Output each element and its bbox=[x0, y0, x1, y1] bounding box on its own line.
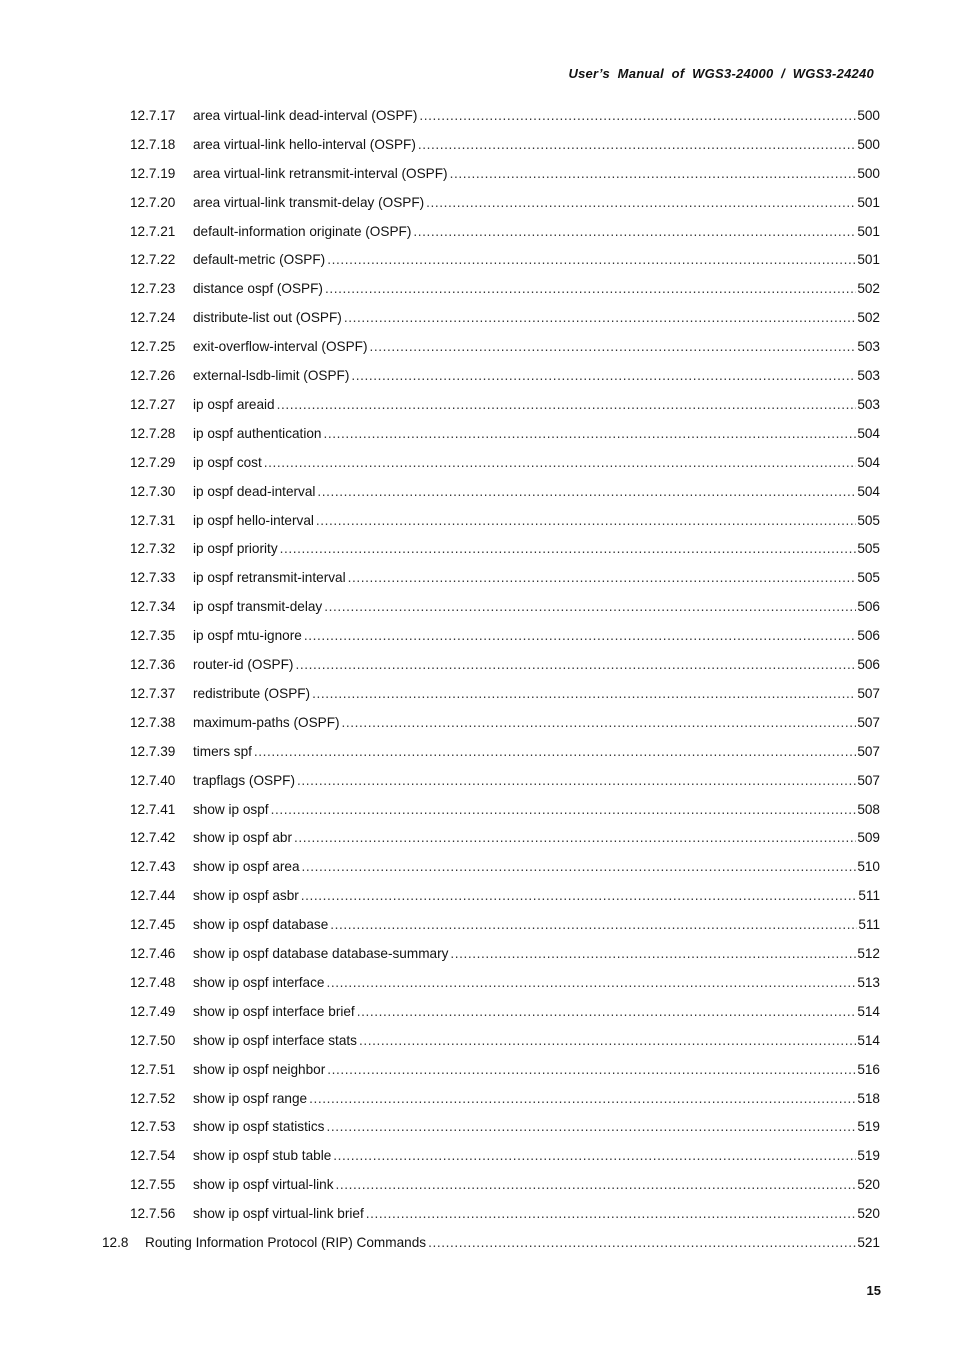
dot-leader bbox=[418, 137, 856, 152]
dot-leader bbox=[426, 195, 856, 210]
toc-entry-line bbox=[193, 1091, 880, 1106]
toc-entry-line bbox=[193, 975, 880, 990]
dot-leader bbox=[348, 570, 857, 585]
toc-entry-page: 501 bbox=[857, 194, 880, 210]
toc-entry-line bbox=[193, 1119, 880, 1134]
toc-entry[interactable] bbox=[0, 910, 954, 939]
toc-entry-title: show ip ospf stub table bbox=[193, 1148, 332, 1164]
toc-entry-page: 520 bbox=[857, 1206, 880, 1222]
toc-entry-number: 12.7.35 bbox=[130, 628, 176, 644]
toc-entry[interactable] bbox=[0, 1055, 954, 1084]
toc-entry-number: 12.7.30 bbox=[130, 483, 176, 499]
toc-entry[interactable] bbox=[0, 881, 954, 910]
toc-entry-number: 12.7.51 bbox=[130, 1061, 176, 1077]
toc-entry-page: 500 bbox=[857, 107, 880, 123]
toc-entry-line bbox=[193, 137, 880, 152]
dot-leader bbox=[304, 628, 857, 643]
toc-entry-number: 12.7.40 bbox=[130, 772, 176, 788]
toc-entry[interactable] bbox=[0, 563, 954, 592]
toc-entry-line bbox=[193, 368, 880, 383]
toc-entry-page: 503 bbox=[857, 339, 880, 355]
toc-entry[interactable] bbox=[0, 506, 954, 535]
toc-entry-number: 12.8 bbox=[102, 1235, 129, 1251]
toc-entry-number: 12.7.19 bbox=[130, 165, 176, 181]
dot-leader bbox=[326, 975, 856, 990]
dot-leader bbox=[323, 426, 856, 441]
dot-leader bbox=[295, 657, 856, 672]
page-number: 15 bbox=[866, 1283, 881, 1298]
toc-entry-line bbox=[193, 830, 880, 845]
dot-leader bbox=[450, 166, 857, 181]
toc-entry-line bbox=[145, 1235, 880, 1250]
toc-entry-page: 507 bbox=[857, 714, 880, 730]
toc-entry-line bbox=[193, 339, 880, 354]
dot-leader bbox=[325, 281, 856, 296]
toc-entry-page: 505 bbox=[857, 541, 880, 557]
toc-entry[interactable] bbox=[0, 708, 954, 737]
toc-entry-title: ip ospf priority bbox=[193, 541, 278, 557]
toc-entry[interactable] bbox=[0, 477, 954, 506]
toc-entry-number: 12.7.39 bbox=[130, 743, 176, 759]
toc-entry-page: 501 bbox=[857, 252, 880, 268]
toc-entry[interactable] bbox=[0, 795, 954, 824]
toc-entry-line bbox=[193, 773, 880, 788]
toc-entry-line bbox=[193, 513, 880, 528]
toc-entry-page: 503 bbox=[857, 368, 880, 384]
toc-entry[interactable] bbox=[0, 217, 954, 246]
toc-entry-line bbox=[193, 686, 880, 701]
toc-entry-line bbox=[193, 397, 880, 412]
toc-entry-number: 12.7.29 bbox=[130, 454, 176, 470]
toc-entry-title: show ip ospf bbox=[193, 801, 269, 817]
dot-leader bbox=[326, 1119, 856, 1134]
toc-entry-page: 506 bbox=[857, 657, 880, 673]
toc-entry-title: show ip ospf interface bbox=[193, 974, 325, 990]
dot-leader bbox=[351, 368, 856, 383]
toc-entry-title: ip ospf areaid bbox=[193, 396, 275, 412]
dot-leader bbox=[336, 1177, 857, 1192]
toc-entry-page: 500 bbox=[857, 136, 880, 152]
toc-entry-page: 507 bbox=[857, 685, 880, 701]
toc-entry-title: area virtual-link retransmit-interval (OSPF) bbox=[193, 165, 448, 181]
toc-entry[interactable] bbox=[0, 650, 954, 679]
toc-entry-line bbox=[193, 426, 880, 441]
toc-entry-number: 12.7.45 bbox=[130, 917, 176, 933]
toc-entry-number: 12.7.38 bbox=[130, 714, 176, 730]
toc-entry[interactable] bbox=[0, 621, 954, 650]
toc-entry-page: 501 bbox=[857, 223, 880, 239]
toc-entry-number: 12.7.53 bbox=[130, 1119, 176, 1135]
toc-entry-number: 12.7.18 bbox=[130, 136, 176, 152]
toc-entry-line bbox=[193, 281, 880, 296]
toc-entry-line bbox=[193, 917, 880, 932]
dot-leader bbox=[344, 310, 856, 325]
toc-entry-line bbox=[193, 541, 880, 556]
dot-leader bbox=[277, 397, 857, 412]
toc-entry-page: 519 bbox=[857, 1148, 880, 1164]
toc-entry-title: show ip ospf area bbox=[193, 859, 300, 875]
toc-entry-number: 12.7.49 bbox=[130, 1003, 176, 1019]
toc-entry-title: distribute-list out (OSPF) bbox=[193, 310, 342, 326]
toc-entry[interactable] bbox=[0, 852, 954, 881]
toc-entry-number: 12.7.41 bbox=[130, 801, 176, 817]
toc-entry-title: external-lsdb-limit (OSPF) bbox=[193, 368, 350, 384]
dot-leader bbox=[271, 802, 857, 817]
toc-entry[interactable] bbox=[0, 592, 954, 621]
toc-entry-page: 506 bbox=[857, 628, 880, 644]
dot-leader bbox=[264, 455, 857, 470]
dot-leader bbox=[419, 108, 856, 123]
dot-leader bbox=[294, 830, 856, 845]
toc-entry-page: 508 bbox=[857, 801, 880, 817]
toc-entry-title: ip ospf transmit-delay bbox=[193, 599, 323, 615]
toc-entry[interactable] bbox=[0, 332, 954, 361]
toc-entry-title: default-metric (OSPF) bbox=[193, 252, 326, 268]
toc-entry-number: 12.7.34 bbox=[130, 599, 176, 615]
toc-entry-title: show ip ospf database bbox=[193, 917, 329, 933]
toc-entry-number: 12.7.25 bbox=[130, 339, 176, 355]
toc-entry-line bbox=[193, 455, 880, 470]
toc-entry-number: 12.7.20 bbox=[130, 194, 176, 210]
toc-entry-number: 12.7.22 bbox=[130, 252, 176, 268]
toc-entry-title: trapflags (OSPF) bbox=[193, 772, 295, 788]
dot-leader bbox=[254, 744, 856, 759]
toc-entry[interactable] bbox=[0, 1113, 954, 1142]
dot-leader bbox=[301, 888, 858, 903]
toc-entry-number: 12.7.23 bbox=[130, 281, 176, 297]
toc-entry-title: show ip ospf neighbor bbox=[193, 1061, 326, 1077]
toc-entry-number: 12.7.55 bbox=[130, 1177, 176, 1193]
dot-leader bbox=[312, 686, 856, 701]
toc-entry-title: show ip ospf statistics bbox=[193, 1119, 325, 1135]
toc-entry-number: 12.7.24 bbox=[130, 310, 176, 326]
toc-entry-page: 516 bbox=[857, 1061, 880, 1077]
dot-leader bbox=[324, 599, 856, 614]
toc-entry-page: 520 bbox=[857, 1177, 880, 1193]
toc-entry-title: ip ospf authentication bbox=[193, 425, 322, 441]
toc-entry-number: 12.7.36 bbox=[130, 657, 176, 673]
toc-entry[interactable] bbox=[0, 997, 954, 1026]
toc-entry-title: show ip ospf abr bbox=[193, 830, 292, 846]
dot-leader bbox=[302, 859, 857, 874]
toc-entry[interactable] bbox=[0, 159, 954, 188]
toc-entry-page: 518 bbox=[857, 1090, 880, 1106]
toc-entry-number: 12.7.52 bbox=[130, 1090, 176, 1106]
toc-entry-title: area virtual-link transmit-delay (OSPF) bbox=[193, 194, 425, 210]
dot-leader bbox=[333, 1148, 856, 1163]
toc-entry-title: Routing Information Protocol (RIP) Commands bbox=[145, 1235, 427, 1251]
dot-leader bbox=[330, 917, 857, 932]
toc-entry-page: 502 bbox=[857, 281, 880, 297]
toc-entry-page: 502 bbox=[857, 310, 880, 326]
toc-entry-number: 12.7.44 bbox=[130, 888, 176, 904]
toc-entry[interactable] bbox=[0, 535, 954, 564]
toc-entry-number: 12.7.33 bbox=[130, 570, 176, 586]
toc-entry-title: show ip ospf range bbox=[193, 1090, 308, 1106]
toc-entry[interactable] bbox=[0, 1170, 954, 1199]
dot-leader bbox=[309, 1091, 856, 1106]
toc-entry-page: 510 bbox=[857, 859, 880, 875]
toc-entry-page: 521 bbox=[857, 1235, 880, 1251]
dot-leader bbox=[280, 541, 857, 556]
toc-entry-line bbox=[193, 1033, 880, 1048]
toc-entry-title: show ip ospf database database-summary bbox=[193, 946, 449, 962]
toc-entry-line bbox=[193, 1062, 880, 1077]
toc-entry-line bbox=[193, 1177, 880, 1192]
toc-entry-page: 503 bbox=[857, 396, 880, 412]
toc-entry-line bbox=[193, 252, 880, 267]
toc-entry-line bbox=[193, 310, 880, 325]
toc-entry-page: 511 bbox=[858, 917, 880, 933]
toc-entry[interactable] bbox=[0, 737, 954, 766]
toc-entry-line bbox=[193, 859, 880, 874]
toc-entry-line bbox=[193, 166, 880, 181]
toc-entry-number: 12.7.43 bbox=[130, 859, 176, 875]
toc-entry-page: 506 bbox=[857, 599, 880, 615]
toc-entry-title: router-id (OSPF) bbox=[193, 657, 294, 673]
toc-entry-page: 505 bbox=[857, 512, 880, 528]
toc-entry-page: 511 bbox=[858, 888, 880, 904]
toc-entry-title: ip ospf retransmit-interval bbox=[193, 570, 346, 586]
toc-entry-title: default-information originate (OSPF) bbox=[193, 223, 412, 239]
toc-entry-title: area virtual-link hello-interval (OSPF) bbox=[193, 136, 416, 152]
toc-entry-number: 12.7.37 bbox=[130, 685, 176, 701]
toc-entry-title: ip ospf mtu-ignore bbox=[193, 628, 302, 644]
toc-entry[interactable] bbox=[0, 130, 954, 159]
dot-leader bbox=[413, 224, 856, 239]
toc-entry-line bbox=[193, 599, 880, 614]
toc-entry-line bbox=[193, 484, 880, 499]
toc-entry-title: show ip ospf virtual-link bbox=[193, 1177, 334, 1193]
toc-entry[interactable] bbox=[0, 101, 954, 130]
dot-leader bbox=[370, 339, 857, 354]
toc-entry-page: 507 bbox=[857, 743, 880, 759]
toc-entry-line bbox=[193, 657, 880, 672]
toc-entry[interactable] bbox=[0, 390, 954, 419]
toc-entry-page: 513 bbox=[857, 974, 880, 990]
dot-leader bbox=[450, 946, 856, 961]
toc-entry[interactable] bbox=[0, 1228, 954, 1257]
toc-entry-line bbox=[193, 628, 880, 643]
toc-entry-page: 505 bbox=[857, 570, 880, 586]
toc-entry[interactable] bbox=[0, 939, 954, 968]
toc-entry-title: distance ospf (OSPF) bbox=[193, 281, 323, 297]
toc-entry[interactable] bbox=[0, 766, 954, 795]
toc-entry[interactable] bbox=[0, 303, 954, 332]
toc-entry-title: ip ospf hello-interval bbox=[193, 512, 314, 528]
toc-entry-title: show ip ospf asbr bbox=[193, 888, 299, 904]
dot-leader bbox=[357, 1004, 857, 1019]
dot-leader bbox=[317, 484, 856, 499]
toc-entry-number: 12.7.21 bbox=[130, 223, 176, 239]
toc-entry-page: 504 bbox=[857, 483, 880, 499]
toc-entry-line bbox=[193, 744, 880, 759]
dot-leader bbox=[327, 252, 856, 267]
toc-entry[interactable] bbox=[0, 679, 954, 708]
toc-entry-title: exit-overflow-interval (OSPF) bbox=[193, 339, 368, 355]
toc-entry-page: 504 bbox=[857, 454, 880, 470]
toc-entry[interactable] bbox=[0, 1084, 954, 1113]
toc-entry-page: 507 bbox=[857, 772, 880, 788]
toc-entry-number: 12.7.50 bbox=[130, 1032, 176, 1048]
toc-entry-line bbox=[193, 1148, 880, 1163]
toc-entry-title: show ip ospf interface brief bbox=[193, 1003, 355, 1019]
toc-entry-title: ip ospf cost bbox=[193, 454, 262, 470]
dot-leader bbox=[342, 715, 857, 730]
toc-entry-number: 12.7.27 bbox=[130, 396, 176, 412]
toc-entry-page: 514 bbox=[857, 1003, 880, 1019]
toc-entry-number: 12.7.28 bbox=[130, 425, 176, 441]
toc-entry-title: show ip ospf interface stats bbox=[193, 1032, 357, 1048]
toc-entry-title: redistribute (OSPF) bbox=[193, 685, 311, 701]
toc-entry[interactable] bbox=[0, 1199, 954, 1228]
dot-leader bbox=[316, 513, 856, 528]
toc-entry-number: 12.7.42 bbox=[130, 830, 176, 846]
toc-entry[interactable] bbox=[0, 246, 954, 275]
dot-leader bbox=[359, 1033, 856, 1048]
toc-entry-page: 512 bbox=[857, 946, 880, 962]
toc-entry-number: 12.7.17 bbox=[130, 107, 176, 123]
running-header: User’s Manual of WGS3-24000 / WGS3-24240 bbox=[568, 66, 874, 81]
toc-entry-title: maximum-paths (OSPF) bbox=[193, 714, 340, 730]
toc-entry-title: area virtual-link dead-interval (OSPF) bbox=[193, 107, 418, 123]
toc-entry-line bbox=[193, 108, 880, 123]
toc-entry-number: 12.7.32 bbox=[130, 541, 176, 557]
toc-entry[interactable] bbox=[0, 419, 954, 448]
toc-entry-number: 12.7.48 bbox=[130, 974, 176, 990]
toc-entry[interactable] bbox=[0, 274, 954, 303]
toc-entry-page: 504 bbox=[857, 425, 880, 441]
toc-entry-line bbox=[193, 715, 880, 730]
toc-entry-number: 12.7.31 bbox=[130, 512, 176, 528]
toc-entry-number: 12.7.46 bbox=[130, 946, 176, 962]
toc-entry-line bbox=[193, 1004, 880, 1019]
toc-entry-line bbox=[193, 195, 880, 210]
toc-entry-line bbox=[193, 224, 880, 239]
dot-leader bbox=[428, 1235, 856, 1250]
toc-entry-page: 509 bbox=[857, 830, 880, 846]
toc-entry-number: 12.7.26 bbox=[130, 368, 176, 384]
toc-entry[interactable] bbox=[0, 824, 954, 853]
toc-entry-line bbox=[193, 570, 880, 585]
toc-entry-line bbox=[193, 802, 880, 817]
toc-entry[interactable] bbox=[0, 968, 954, 997]
toc-entry-page: 519 bbox=[857, 1119, 880, 1135]
toc-entry[interactable] bbox=[0, 448, 954, 477]
toc-entry[interactable] bbox=[0, 1026, 954, 1055]
toc-entry-title: ip ospf dead-interval bbox=[193, 483, 316, 499]
toc-entry-title: timers spf bbox=[193, 743, 252, 759]
toc-entry-line bbox=[193, 946, 880, 961]
toc-entry-line bbox=[193, 888, 880, 903]
dot-leader bbox=[327, 1062, 856, 1077]
toc-entry-page: 500 bbox=[857, 165, 880, 181]
dot-leader bbox=[366, 1206, 857, 1221]
toc-entry[interactable] bbox=[0, 188, 954, 217]
dot-leader bbox=[297, 773, 856, 788]
toc-entry-title: show ip ospf virtual-link brief bbox=[193, 1206, 364, 1222]
toc-entry[interactable] bbox=[0, 361, 954, 390]
toc-entry-number: 12.7.56 bbox=[130, 1206, 176, 1222]
toc-entry[interactable] bbox=[0, 1141, 954, 1170]
toc-entry-number: 12.7.54 bbox=[130, 1148, 176, 1164]
toc-entry-page: 514 bbox=[857, 1032, 880, 1048]
toc-entry-line bbox=[193, 1206, 880, 1221]
